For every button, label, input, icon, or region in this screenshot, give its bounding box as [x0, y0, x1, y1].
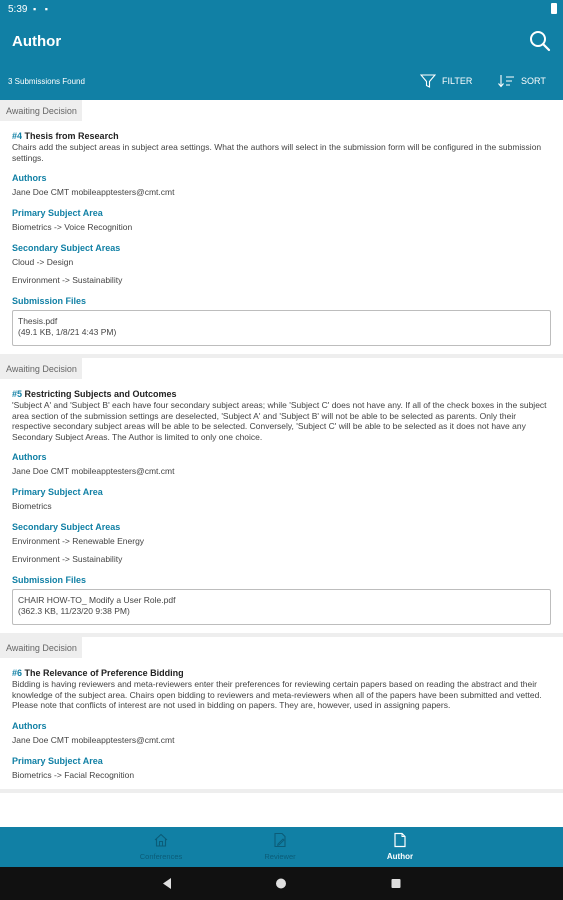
submission-files-label: Submission Files: [12, 575, 87, 585]
submission-title[interactable]: [12, 389, 551, 399]
secondary-subject-value: Cloud -> Design: [12, 257, 74, 267]
submission-title-text: Thesis from Research: [24, 131, 119, 141]
submission-description: 'Subject A' and 'Subject B' each have four secondary subject areas; while 'Subject C' does not have any. If all of the check boxes in the subject area section of the submission settings are deselected, 'Subject A' and 'Subject B' will not be able to be selected as parents. Only their respective secondary subject areas will be able to be selected. Conversely, 'Subject C' will be able to be selected as it does not have any Secondary Subject Areas. The Author is limited to only one choice.: [12, 400, 547, 442]
status-bar: [0, 0, 563, 20]
primary-subject-label: Primary Subject Area: [12, 208, 103, 218]
primary-subject-value: Biometrics -> Facial Recognition: [12, 769, 135, 780]
submission-files-label: Submission Files: [12, 296, 87, 306]
file-name: CHAIR HOW-TO_ Modify a User Role.pdf: [18, 595, 176, 605]
status-badge: Awaiting Decision: [0, 637, 82, 658]
home-circle-icon: [266, 867, 296, 900]
sort-icon: [497, 73, 515, 89]
submission-list[interactable]: [0, 100, 563, 827]
authors-label: Authors: [12, 452, 47, 462]
document-icon: [392, 832, 408, 848]
search-button[interactable]: [527, 28, 553, 54]
secondary-subject-label: Secondary Subject Areas: [12, 522, 121, 532]
nav-reviewer[interactable]: [240, 827, 320, 867]
submission-file[interactable]: [12, 310, 551, 346]
submission-number: #4: [12, 131, 23, 141]
submission-card[interactable]: [0, 358, 563, 637]
sort-label: SORT: [521, 76, 546, 86]
nav-conferences[interactable]: [121, 827, 201, 867]
home-button[interactable]: [266, 867, 296, 900]
nav-label: Conferences: [139, 852, 183, 861]
filter-button[interactable]: [420, 72, 472, 90]
primary-subject-value: Biometrics: [12, 501, 52, 511]
filter-label: FILTER: [442, 76, 473, 86]
authors-label: Authors: [12, 173, 47, 183]
submission-card[interactable]: [0, 637, 563, 793]
status-badge: Awaiting Decision: [0, 358, 82, 379]
app-bar: [0, 20, 563, 100]
back-icon: [152, 867, 182, 900]
system-nav-bar: [0, 867, 563, 900]
secondary-subject-value: Environment -> Renewable Energy: [12, 536, 145, 546]
submission-title[interactable]: [12, 668, 551, 678]
battery-icon: [551, 3, 557, 14]
recents-icon: [381, 867, 411, 900]
submission-card[interactable]: [0, 100, 563, 358]
submission-number: #5: [12, 389, 23, 399]
authors-value: Jane Doe CMT mobileapptesters@cmt.cmt: [12, 187, 175, 197]
home-icon: [153, 832, 169, 848]
submission-title-text: The Relevance of Preference Bidding: [24, 668, 184, 678]
submission-number: #6: [12, 668, 23, 678]
status-time: 5:39: [8, 4, 28, 15]
filter-icon: [420, 73, 436, 89]
nav-label: Author: [386, 852, 414, 861]
document-edit-icon: [272, 832, 288, 848]
submission-title-text: Restricting Subjects and Outcomes: [24, 389, 177, 399]
search-icon: [527, 28, 553, 54]
primary-subject-label: Primary Subject Area: [12, 755, 103, 766]
authors-value: Jane Doe CMT mobileapptesters@cmt.cmt: [12, 466, 175, 476]
bottom-nav: [0, 827, 563, 867]
submission-file[interactable]: [12, 589, 551, 625]
submission-description: Chairs add the subject areas in subject area settings. What the authors will select in the submission form will be configured in the submission settings.: [12, 142, 542, 163]
submission-title[interactable]: [12, 131, 551, 141]
file-meta: (362.3 KB, 11/23/20 9:38 PM): [18, 606, 130, 616]
page-title: Author: [12, 33, 62, 50]
nav-author[interactable]: [360, 827, 440, 867]
primary-subject-label: Primary Subject Area: [12, 487, 103, 497]
submission-count: 3 Submissions Found: [8, 77, 85, 86]
file-name: Thesis.pdf: [18, 316, 58, 326]
primary-subject-value: Biometrics -> Voice Recognition: [12, 222, 133, 232]
sort-button[interactable]: [497, 72, 546, 90]
recents-button[interactable]: [381, 867, 411, 900]
authors-value: Jane Doe CMT mobileapptesters@cmt.cmt: [12, 734, 175, 745]
authors-label: Authors: [12, 720, 47, 731]
secondary-subject-label: Secondary Subject Areas: [12, 243, 121, 253]
status-badge: Awaiting Decision: [0, 100, 82, 121]
notification-icons: ▪ ▪: [33, 4, 51, 14]
back-button[interactable]: [152, 867, 182, 900]
secondary-subject-value: Environment -> Sustainability: [12, 275, 123, 285]
secondary-subject-value: Environment -> Sustainability: [12, 554, 123, 564]
submission-description: Bidding is having reviewers and meta-reviewers enter their preferences for reviewing certain papers based on reading the abstract and their knowledge of the subject area. Chairs open bidding to reviewers and meta-reviewers when all of the papers have been submitted and vetted. Please note that conflicts of interest are not used in bidding on papers. They are, however, used in assigning papers.: [12, 679, 542, 710]
nav-label: Reviewer: [264, 852, 296, 861]
file-meta: (49.1 KB, 1/8/21 4:43 PM): [18, 327, 117, 337]
